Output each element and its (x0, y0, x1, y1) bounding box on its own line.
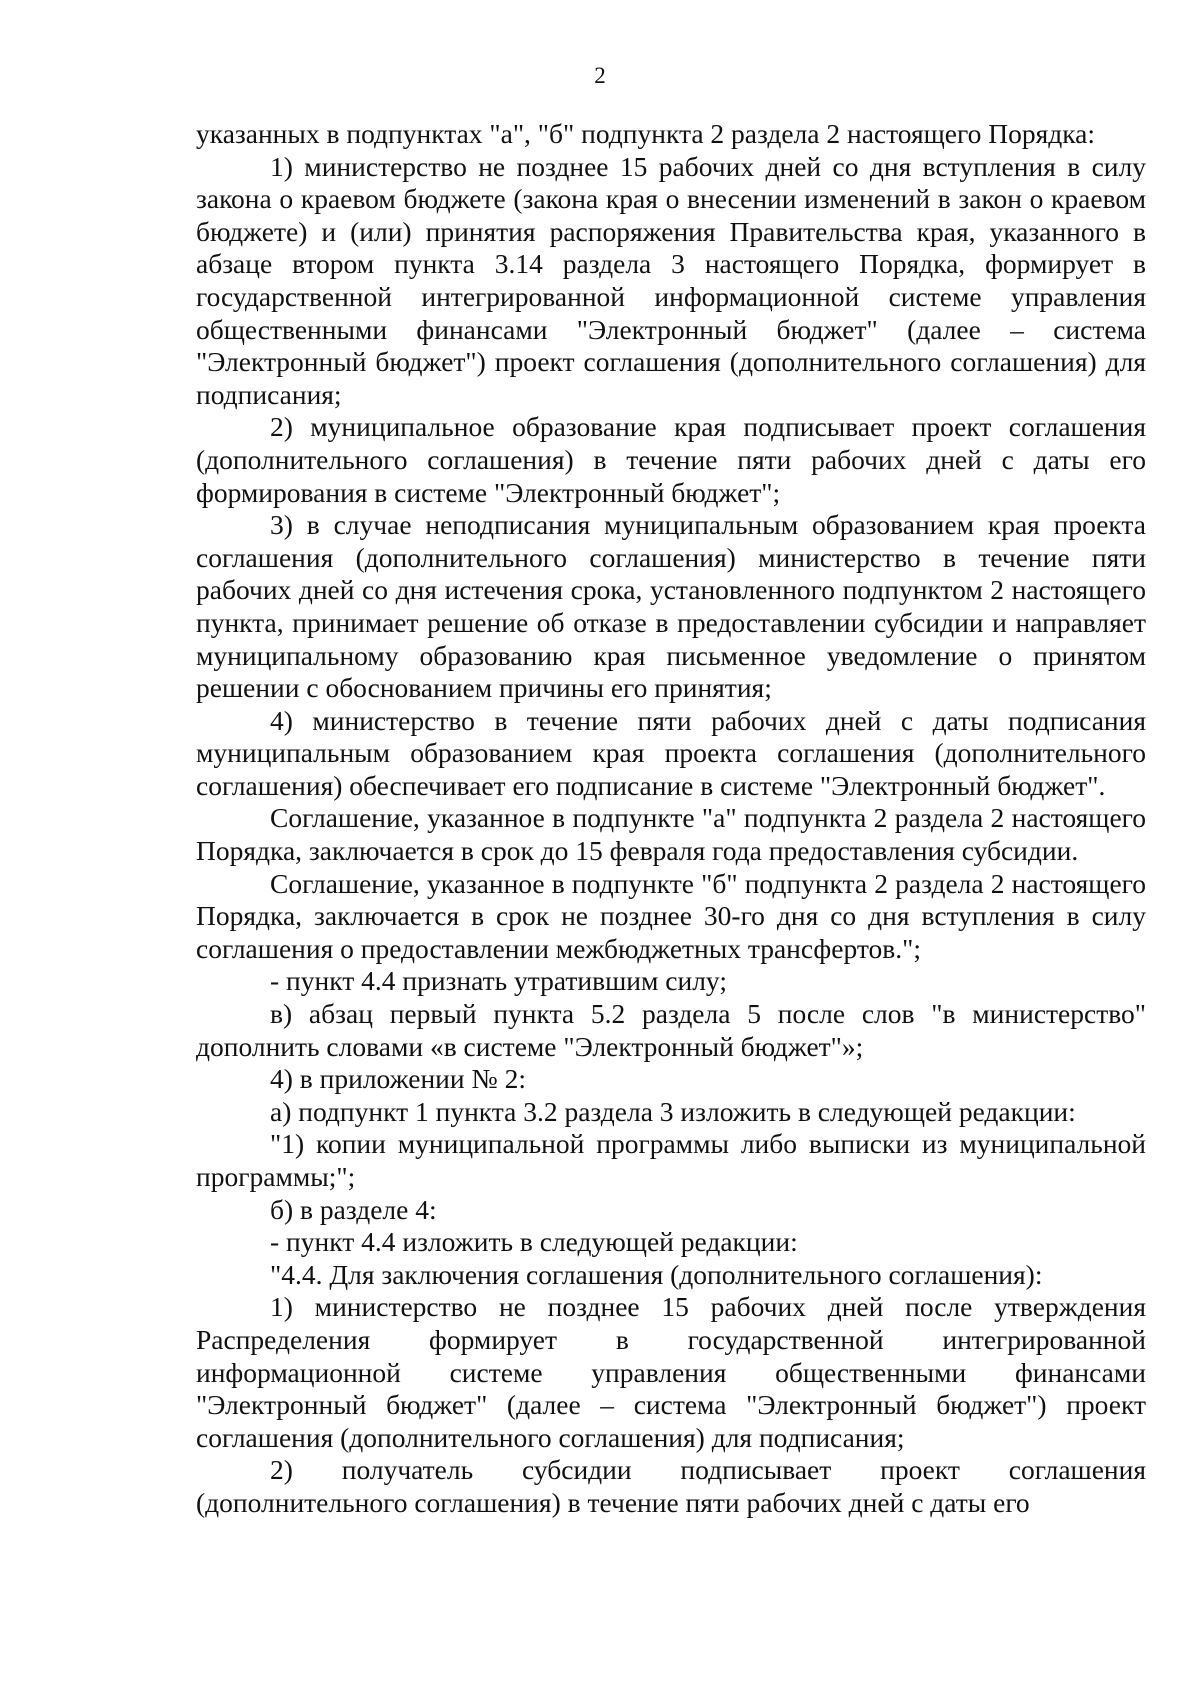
paragraph-item-1-ministry-forms-draft: 1) министерство не позднее 15 рабочих дней со дня вступления в силу закона о краевом бюджете (закона края о внесении изменений в закон о краевом бюджете) и (или) принятия распоряжения Правительства края, указанного в абзаце втором пункта 3.14 раздела 3 настоящего Порядка, формирует в государственной интегрированной информационной системе управления общественными финансами "Электронный бюджет" (далее – система "Электронный бюджет") проект соглашения (дополнительного соглашения) для подписания; (196, 150, 1146, 410)
paragraph-continuation: указанных в подпунктах "а", "б" подпункта 2 раздела 2 настоящего Порядка: (196, 118, 1096, 149)
paragraph-item-2-municipality-signs: 2) муниципальное образование края подписывает проект соглашения (дополнительного соглашения) в течение пяти рабочих дней с даты его формирования в системе "Электронный бюджет"; (196, 411, 1146, 508)
paragraph-clause-4-4-void: - пункт 4.4 признать утратившим силу; (270, 965, 727, 997)
document-body (196, 118, 1146, 1520)
paragraph-new-item-2: 2) получатель субсидии подписывает проект соглашения (дополнительного соглашения) в течение пяти рабочих дней с даты его (196, 1454, 1146, 1518)
paragraph-new-item-1: 1) министерство не позднее 15 рабочих дней после утверждения Распределения формирует в государственной интегрированной информационной системе управления общественными финансами "Электронный бюджет" (далее – система "Электронный бюджет") проект соглашения (дополнительного соглашения) для подписания; (196, 1291, 1146, 1453)
paragraph-program-copies: "1) копии муниципальной программы либо выписки из муниципальной программы;"; (196, 1128, 1146, 1192)
paragraph-item-3-refusal: 3) в случае неподписания муниципальным образованием края проекта соглашения (дополнительного соглашения) министерство в течение пяти рабочих дней со дня истечения срока, установленного подпунктом 2 настоящего пункта, принимает решение об отказе в предоставлении субсидии и направляет муниципальному образованию края письменное уведомление о принятом решении с обоснованием причины его принятия; (196, 509, 1146, 704)
paragraph-subclause-3-2: а) подпункт 1 пункта 3.2 раздела 3 изложить в следующей редакции: (270, 1095, 1076, 1127)
paragraph-clause-4-4-restate: - пункт 4.4 изложить в следующей редакции: (270, 1226, 798, 1258)
paragraph-appendix-2: 4) в приложении № 2: (270, 1063, 526, 1095)
paragraph-new-clause-4-4: "4.4. Для заключения соглашения (дополнительного соглашения): (270, 1258, 1043, 1290)
paragraph-agreement-b-deadline: Соглашение, указанное в подпункте "б" подпункта 2 раздела 2 настоящего Порядка, заключается в срок не позднее 30-го дня со дня вступления в силу соглашения о предоставлении межбюджетных трансфертов."; (196, 867, 1146, 964)
page-number: 2 (594, 63, 606, 88)
paragraph-agreement-a-deadline: Соглашение, указанное в подпункте "а" подпункта 2 раздела 2 настоящего Порядка, заключается в срок до 15 февраля года предоставления субсидии. (196, 802, 1146, 867)
paragraph-item-4-ministry-signs: 4) министерство в течение пяти рабочих дней с даты подписания муниципальным образованием края проекта соглашения (дополнительного соглашения) обеспечивает его подписание в системе "Электронный бюджет". (196, 704, 1146, 801)
paragraph-clause-5-2-amend: в) абзац первый пункта 5.2 раздела 5 после слов "в министерство" дополнить словами «в системе "Электронный бюджет"»; (196, 998, 1146, 1062)
paragraph-section-4: б) в разделе 4: (270, 1193, 437, 1225)
